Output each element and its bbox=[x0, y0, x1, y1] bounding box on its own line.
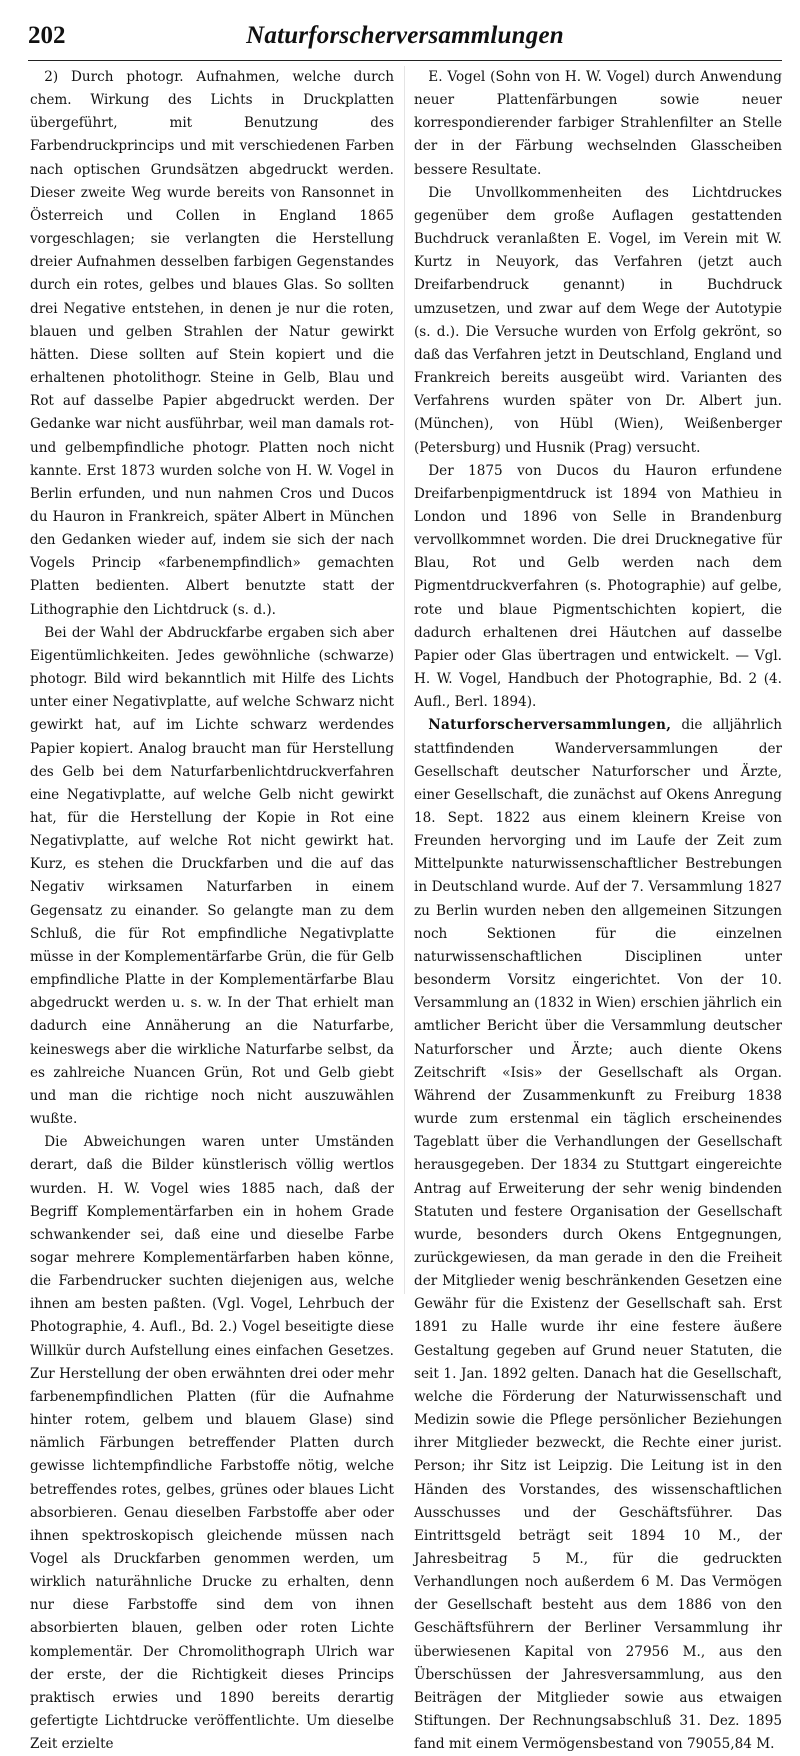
paragraph: E. Vogel (Sohn von H. W. Vogel) durch Anwendung neuer Plattenfärbungen sowie neuer korrespondierender farbiger Strahlenfilter an Stelle der in der Färbung wechselnden Glasscheiben bessere Resultate. bbox=[414, 69, 782, 178]
paragraph: 2) Durch photogr. Aufnahmen, welche durch chem. Wirkung des Lichts in Druckplatten übergeführt, mit Benutzung des Farbendruckprincips und mit verschiedenen Farben nach optischen Grundsätzen abgedruckt werden. Dieser zweite Weg wurde bereits von Ransonnet in Österreich und Collen in England 1865 vorgeschlagen; sie verlangten die Herstellung dreier Aufnahmen desselben farbigen Gegenstandes durch ein rotes, gelbes und blaues Glas. So sollten drei Negative entstehen, in denen je nur die roten, blauen und gelben Strahlen der Natur gewirkt hätten. Diese sollten auf Stein kopiert und die erhaltenen photolithogr. Steine in Gelb, Blau und Rot auf dasselbe Papier abgedruckt werden. Der Gedanke war nicht ausführbar, weil man damals rot- und gelbempfindliche photogr. Platten noch nicht kannte. Erst 1873 wurden solche von H. W. Vogel in Berlin erfunden, und nun nahmen Cros und Ducos du Hauron in Frankreich, später Albert in München den Gedanken wieder auf, indem sie sich der nach Vogels Princip «farbenempfindlich» gemachten Platten bedienten. Albert benutzte statt der Lithographie den Lichtdruck (s. d.). bbox=[30, 69, 394, 618]
paragraph: Die Abweichungen waren unter Umständen derart, daß die Bilder künstlerisch völlig wertlos wurden. H. W. Vogel wies 1885 nach, daß der Begriff Komplementärfarben ein in hohem Grade schwankender sei, daß eine und dieselbe Farbe sogar mehrere Komplementärfarben haben könne, die Farbendrucker suchten diejenigen aus, welche ihnen am besten paßten. (Vgl. Vogel, Lehrbuch der Photographie, 4. Aufl., Bd. 2.) Vogel beseitigte diese Willkür durch Aufstellung eines einfachen Gesetzes. Zur Herstellung der oben erwähnten drei oder mehr farbenempfindlichen Platten (für die Aufnahme hinter rotem, gelbem und blauem Glase) sind nämlich Färbungen betreffender Platten durch gewisse lichtempfindliche Farbstoffe nötig, welche betreffendes rotes, gelbes, grünes oder blaues Licht absorbieren. Genau dieselben Farbstoffe aber oder ihnen spektroskopisch gleichende müssen nach Vogel als Druckfarben genommen werden, um wirklich naturähnliche Drucke zu erhalten, denn nur diese Farbstoffe sind dem von ihnen absorbierten blauen, gelben oder roten Lichte komplementär. Der Chromolithograph Ulrich war der erste, der die Richtigkeit dieses Princips praktisch erwies und 1890 bereits derartig gefertigte Lichtdrucke veröffentlichte. Um dieselbe Zeit erzielte bbox=[30, 1134, 394, 1753]
page-number: 202 bbox=[28, 22, 66, 49]
running-title: Naturforscherversammlungen bbox=[246, 22, 564, 49]
page-header bbox=[28, 14, 782, 61]
paragraph: Bei der Wahl der Abdruckfarbe ergaben sich aber Eigentümlichkeiten. Jedes gewöhnliche (schwarze) photogr. Bild wird bekanntlich mit Hilfe des Lichts unter einer Negativplatte, auf welche Schwarz nicht gewirkt hat, auf im Lichte schwarz werdendes Papier kopiert. Analog braucht man für Herstellung des Gelb bei dem Naturfarbenlichtdruckverfahren eine Negativplatte, auf welche Gelb nicht gewirkt hat, für die Herstellung der Kopie in Rot eine Negativplatte, auf welche Rot nicht gewirkt hat. Kurz, es stehen die Druckfarben und die auf das Negativ wirksamen Naturfarben in einem Gegensatz zu einander. So gelangte man zu dem Schluß, die für Rot empfindliche Negativplatte müsse in der Komplementärfarbe Grün, die für Gelb empfindliche Platte in der Komplementärfarbe Blau abgedruckt werden u. s. w. In der That erhielt man dadurch eine Annäherung an die Naturfarbe, keineswegs aber die wirkliche Naturfarbe selbst, da es zahlreiche Nuancen Grün, Rot und Gelb giebt und man die richtige noch nicht auszuwählen wußte. bbox=[30, 624, 394, 1128]
column-divider bbox=[404, 66, 405, 1294]
right-column bbox=[414, 66, 782, 1753]
encyclopedia-entry bbox=[414, 714, 782, 1756]
left-column bbox=[30, 66, 394, 1753]
paragraph: Der 1875 von Ducos du Hauron erfundene Dreifarbenpigmentdruck ist 1894 von Mathieu in London und 1896 von Selle in Brandenburg vervollkommnet worden. Die drei Drucknegative für Blau, Rot und Gelb werden nach dem Pigmentdruckverfahren (s. Photographie) auf gelbe, rote und blaue Pigmentschichten kopiert, die dadurch erhaltenen drei Häutchen auf dasselbe Papier oder Glas übertragen und entwickelt. — Vgl. H. W. Vogel, Handbuch der Photographie, Bd. 2 (4. Aufl., Berl. 1894). bbox=[414, 462, 782, 711]
entry-text: die alljährlich stattfindenden Wanderversammlungen der Gesellschaft deutscher Naturforscher und Ärzte, einer Gesellschaft, die zunächst auf Okens Anregung 18. Sept. 1822 aus einem kleinern Kreise von Freunden hervorging und im Laufe der Zeit zum Mittelpunkte naturwissenschaftlicher Bestrebungen in Deutschland wurde. Auf der 7. Versammlung 1827 zu Berlin wurden neben den allgemeinen Sitzungen noch Sektionen für die einzelnen naturwissenschaftlichen Disciplinen unter besonderm Vorsitz eingerichtet. Von der 10. Versammlung an (1832 in Wien) erschien jährlich ein amtlicher Bericht über die Versammlung deutscher Naturforscher und Ärzte; auch diente Okens Zeitschrift «Isis» der Gesellschaft als Organ. Während der Zusammenkunft zu Freiburg 1838 wurde zum erstenmal ein täglich erscheinendes Tageblatt über die Verhandlungen der Gesellschaft herausgegeben. Der 1834 zu Stuttgart eingereichte Antrag auf Erweiterung der sehr wenig bindenden Statuten und festere Organisation der Gesellschaft wurde, besonders durch Okens Entgegnungen, zurückgewiesen, da man gerade in den die Freiheit der Mitglieder wenig beschränkenden Gesetzen eine Gewähr für die Existenz der Gesellschaft sah. Erst 1891 zu Halle wurde ihr eine festere äußere Gestaltung gegeben auf Grund neuer Statuten, die seit 1. Jan. 1892 gelten. Danach hat die Gesellschaft, welche die Förderung der Naturwissenschaft und Medizin sowie die Pflege persönlicher Beziehungen ihrer Mitglieder bezweckt, die Rechte einer jurist. Person; ihr Sitz ist Leipzig. Die Leitung ist in den Händen des Vorstandes, des wissenschaftlichen Ausschusses und der Geschäftsführer. Das Eintrittsgeld beträgt seit 1894 10 M., der Jahresbeitrag 5 M., für die gedruckten Verhandlungen noch außerdem 6 M. Das Vermögen der Gesellschaft besteht aus dem 1886 von den Geschäftsführern der Berliner Versammlung ihr überwiesenen Kapital von 27956 M., aus den Überschüssen der Jahresversammlung, aus den Beiträgen der Mitglieder sowie aus etwaigen Stiftungen. Der Rechnungsabschluß 31. Dez. 1895 fand mit einem Vermögensbestand von 79055,84 M. bbox=[414, 717, 782, 1753]
entry-lemma: Naturforscherversammlungen, bbox=[428, 717, 672, 734]
paragraph: Die Unvollkommenheiten des Lichtdruckes gegenüber dem große Auflagen gestattenden Buchdruck veranlaßten E. Vogel, im Verein mit W. Kurtz in Neuyork, das Verfahren (jetzt auch Dreifarbendruck genannt) in Buchdruck umzusetzen, und zwar auf dem Wege der Autotypie (s. d.). Die Versuche wurden von Erfolg gekrönt, so daß das Verfahren jetzt in Deutschland, England und Frankreich bereits ausgeübt wird. Varianten des Verfahrens wurden später von Dr. Albert jun. (München), von Hübl (Wien), Weißenberger (Petersburg) und Husnik (Prag) versucht. bbox=[414, 184, 782, 456]
